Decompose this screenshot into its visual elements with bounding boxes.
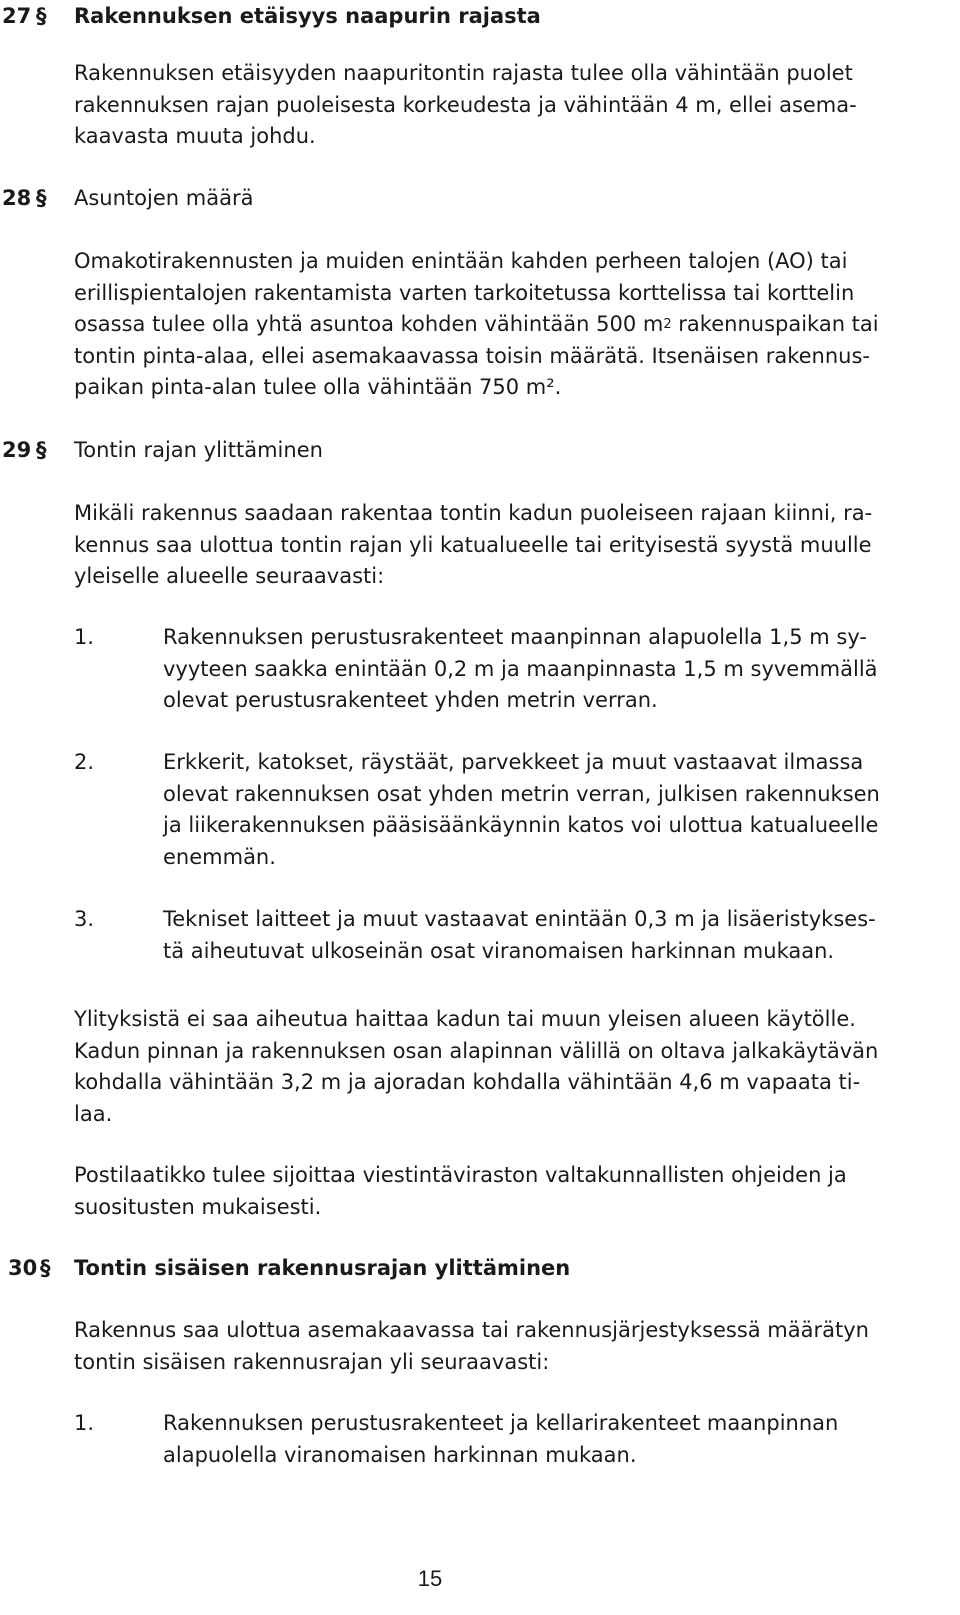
section-29-paragraph bbox=[74, 1004, 944, 1130]
text-line: olevat rakennuksen osat yhden metrin verran, julkisen rakennuksen bbox=[163, 781, 880, 806]
list-marker: 2. bbox=[74, 750, 95, 774]
text-line bbox=[74, 309, 944, 341]
text-line: Ylityksistä ei saa aiheutua haittaa kadun tai muun yleisen alueen käytölle. bbox=[74, 1007, 856, 1031]
section-30-intro bbox=[74, 1315, 944, 1378]
list-item-text bbox=[163, 904, 876, 967]
section-number: 29 bbox=[2, 438, 32, 462]
text-line: Rakennuksen perustusrakenteet ja kellarirakenteet maanpinnan bbox=[163, 1411, 839, 1435]
section-number: 28 bbox=[2, 186, 32, 210]
section-symbol: § bbox=[36, 186, 47, 210]
list-item-text bbox=[163, 747, 880, 873]
text-line: Tekniset laitteet ja muut vastaavat enintään 0,3 m ja lisäeristykses- bbox=[163, 907, 876, 931]
text-line: ja liikerakennuksen pääsisäänkäynnin katos voi ulottua katualueelle bbox=[163, 813, 879, 837]
text-line: suositusten mukaisesti. bbox=[74, 1194, 322, 1219]
list-marker: 3. bbox=[74, 907, 95, 931]
text-line: tontin pinta-alaa, ellei asemakaavassa toisin määrätä. Itsenäisen rakennus- bbox=[74, 343, 870, 368]
text-line: paikan pinta-alan tulee olla vähintään 750 m². bbox=[74, 375, 562, 399]
list-item-text bbox=[163, 622, 878, 717]
section-symbol: § bbox=[36, 4, 47, 28]
text-line: alapuolella viranomaisen harkinnan mukaan. bbox=[163, 1442, 637, 1467]
text-line: Erkkerit, katokset, räystäät, parvekkeet ja muut vastaavat ilmassa bbox=[163, 750, 864, 774]
section-number: 27 bbox=[2, 4, 32, 28]
text-line: laa. bbox=[74, 1101, 113, 1126]
text-line: yleiselle alueelle seuraavasti: bbox=[74, 564, 385, 588]
text-line: Rakennuksen etäisyyden naapuritontin rajasta tulee olla vähintään puolet bbox=[74, 61, 853, 85]
page-number: 15 bbox=[417, 1566, 443, 1591]
section-title: Asuntojen määrä bbox=[74, 186, 254, 210]
list-marker: 1. bbox=[74, 1411, 95, 1435]
section-symbol: § bbox=[36, 438, 47, 462]
text-line: Omakotirakennusten ja muiden enintään kahden perheen talojen (AO) tai bbox=[74, 249, 848, 273]
text-line: tontin sisäisen rakennusrajan yli seuraavasti: bbox=[74, 1349, 550, 1374]
section-title: Rakennuksen etäisyys naapurin rajasta bbox=[74, 4, 541, 28]
section-title: Tontin rajan ylittäminen bbox=[74, 438, 323, 462]
section-number: 30 bbox=[8, 1256, 38, 1280]
text-line: olevat perustusrakenteet yhden metrin verran. bbox=[163, 688, 658, 712]
text-line: Rakennuksen perustusrakenteet maanpinnan alapuolella 1,5 m sy- bbox=[163, 625, 867, 649]
text-line: kaavasta muuta johdu. bbox=[74, 124, 316, 148]
section-29-intro bbox=[74, 498, 944, 593]
superscript: 2 bbox=[663, 317, 672, 332]
text-line: tä aiheutuvat ulkoseinän osat viranomaisen harkinnan mukaan. bbox=[163, 938, 835, 963]
text-line: rakennuksen rajan puoleisesta korkeudesta ja vähintään 4 m, ellei asema- bbox=[74, 92, 857, 117]
list-marker: 1. bbox=[74, 625, 95, 649]
text-line: Mikäli rakennus saadaan rakentaa tontin kadun puoleiseen rajaan kiinni, ra- bbox=[74, 501, 873, 525]
text-line: kohdalla vähintään 3,2 m ja ajoradan kohdalla vähintään 4,6 m vapaata ti- bbox=[74, 1070, 861, 1094]
section-29-paragraph bbox=[74, 1160, 944, 1223]
text-line: kennus saa ulottua tontin rajan yli katualueelle tai erityisestä syystä muulle bbox=[74, 532, 872, 557]
text-line: Rakennus saa ulottua asemakaavassa tai rakennusjärjestyksessä määrätyn bbox=[74, 1318, 869, 1342]
text-line: vyyteen saakka enintään 0,2 m ja maanpinnasta 1,5 m syvemmällä bbox=[163, 656, 878, 681]
text-line: Postilaatikko tulee sijoittaa viestintäviraston valtakunnallisten ohjeiden ja bbox=[74, 1163, 847, 1187]
text-line: erillispientalojen rakentamista varten tarkoitetussa korttelissa tai korttelin bbox=[74, 280, 855, 305]
section-title: Tontin sisäisen rakennusrajan ylittäminen bbox=[74, 1256, 571, 1280]
section-28-paragraph bbox=[74, 246, 944, 404]
text-line: enemmän. bbox=[163, 844, 276, 869]
section-27-paragraph bbox=[74, 58, 944, 153]
section-symbol: § bbox=[40, 1256, 51, 1280]
text-line: Kadun pinnan ja rakennuksen osan alapinnan välillä on oltava jalkakäytävän bbox=[74, 1038, 879, 1063]
list-item-text bbox=[163, 1408, 838, 1471]
text-segment: rakennuspaikan tai bbox=[671, 312, 879, 336]
text-segment: osassa tulee olla yhtä asuntoa kohden vähintään 500 m bbox=[74, 312, 664, 336]
